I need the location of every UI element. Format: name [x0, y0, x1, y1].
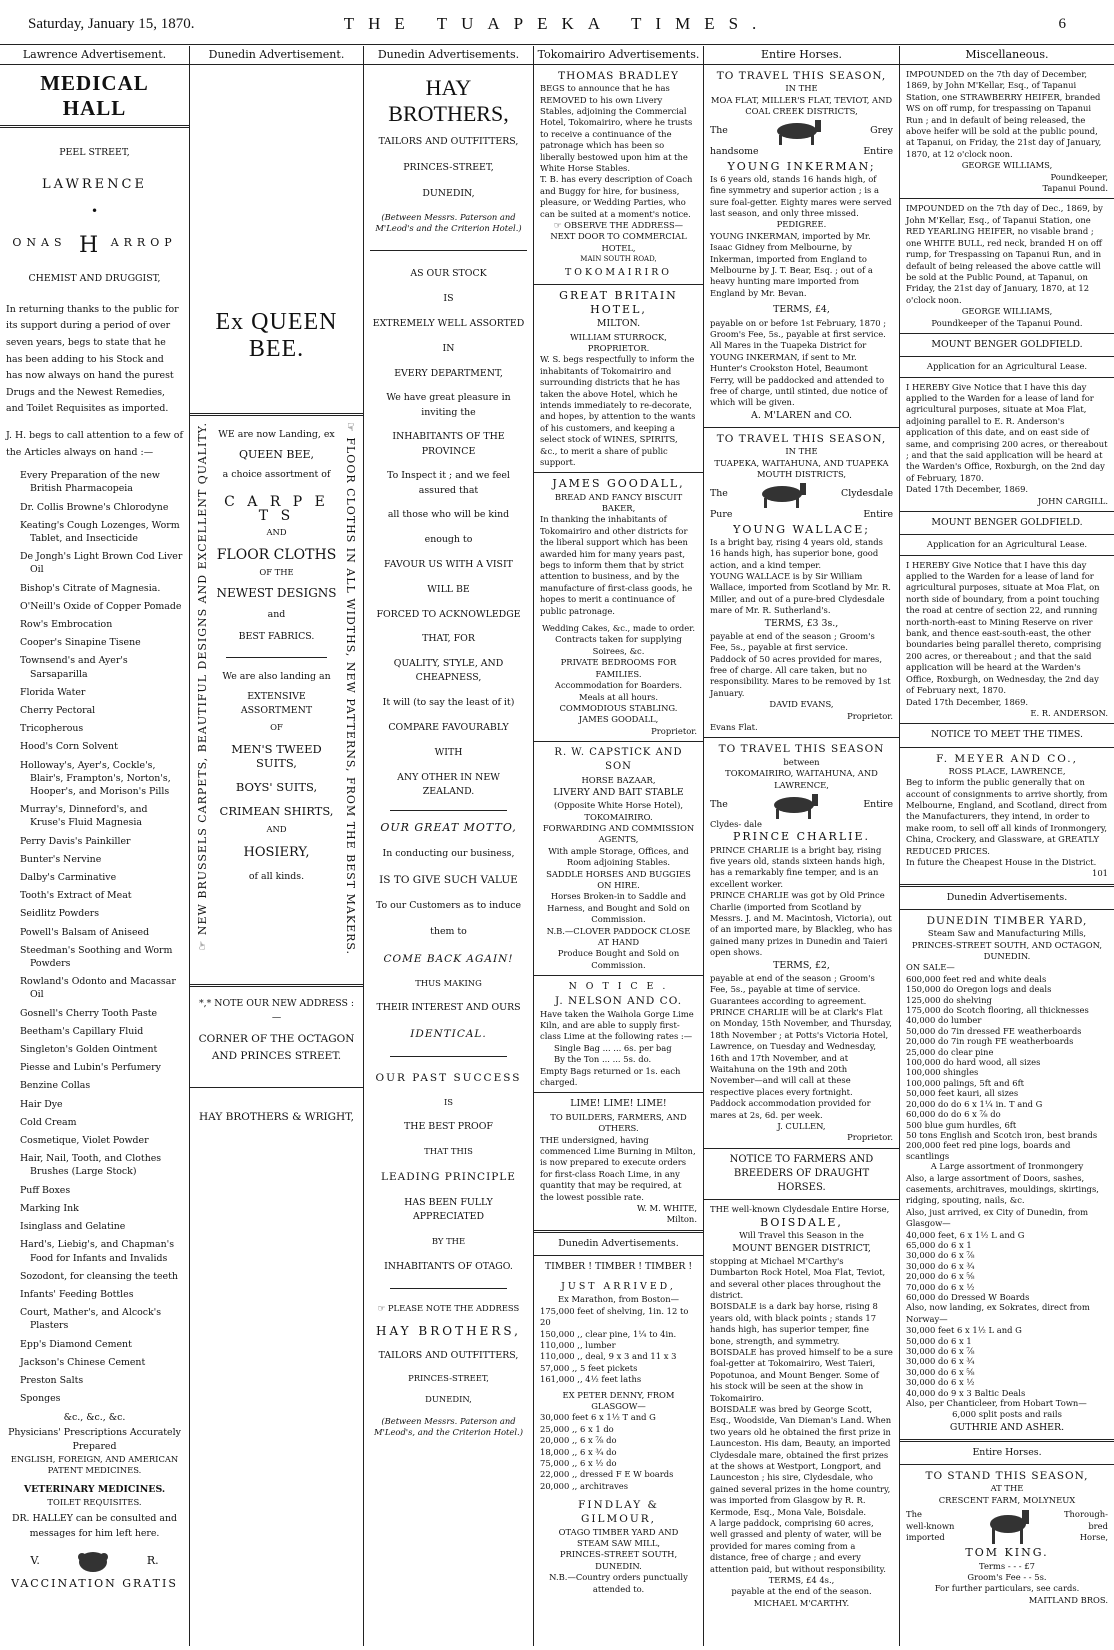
- column-header: Dunedin Advertisements.: [364, 46, 533, 65]
- list-item: 60,000 do do 6 x ⅞ do: [906, 1109, 1001, 1120]
- halley-note: DR. HALLEY can be consulted and messages for him left here.: [11, 1513, 178, 1539]
- list-item: 20,000 ,, 6 x ⅞ do: [540, 1435, 617, 1446]
- young-inkerman: YOUNG INKERMAN;: [727, 159, 876, 173]
- tom-king: TOM KING.: [965, 1546, 1049, 1560]
- toilet-requisites: TOILET REQUISITES.: [47, 1496, 142, 1507]
- street: PEEL STREET,: [59, 147, 130, 158]
- list-item: Bunter's Nervine: [20, 853, 102, 865]
- sale-list: [906, 974, 1108, 1161]
- list-item: 20,000 do 7in rough FE weatherboards: [906, 1036, 1074, 1047]
- list-item: 100,000 shingles: [906, 1067, 979, 1078]
- royal-crest: V. R.: [6, 1549, 183, 1573]
- list-item: Piesse and Lubin's Perfumery: [20, 1062, 161, 1074]
- list-item: To Inspect it ; and we feel assured that: [387, 470, 510, 496]
- floor-cloths: FLOOR CLOTHS: [216, 547, 337, 564]
- list-item: De Jongh's Light Brown Cod Liver Oil: [20, 551, 183, 576]
- list-item: 20,000 do do 6 x 1¼ in. T and G: [906, 1098, 1043, 1109]
- list-item: 70,000 do 6 x ½: [906, 1281, 975, 1292]
- bullet: •: [90, 204, 99, 219]
- horse-icon: [764, 791, 828, 819]
- list-item: 75,000 ,, 6 x ½ do: [540, 1458, 617, 1469]
- prince-charlie: PRINCE CHARLIE.: [732, 830, 870, 844]
- list-item: 22,000 ,, dressed F E W boards: [540, 1469, 674, 1480]
- dunedin-subheader: Dunedin Advertisements.: [558, 1237, 679, 1249]
- attention-text: J. H. begs to call attention to a few of the Articles always on hand :—: [6, 429, 183, 458]
- notice-farmers: NOTICE TO FARMERS AND BREEDERS OF DRAUGHT HORSES.: [729, 1153, 874, 1194]
- list-item: Singleton's Golden Ointment: [20, 1044, 158, 1056]
- extensive: EXTENSIVE ASSORTMENT: [240, 690, 313, 717]
- capstick-title: R. W. CAPSTICK AND SON: [554, 747, 683, 773]
- dunedin-subheader: Dunedin Advertisements.: [946, 891, 1068, 903]
- list-item: 57,000 ,, 5 feet pickets: [540, 1362, 638, 1373]
- findlay-title: FINDLAY & GILMOUR,: [578, 1499, 659, 1526]
- list-item: QUALITY, STYLE, AND CHEAPNESS,: [393, 658, 504, 684]
- column-header: Dunedin Advertisement.: [190, 46, 363, 65]
- list-item: Keating's Cough Lozenges, Worm Tablet, and Insecticide: [20, 519, 180, 544]
- list-item: 100,000 palings, 5ft and 6ft: [906, 1077, 1025, 1088]
- list-item: 30,000 do 6 x ⅞: [906, 1346, 975, 1357]
- list-item: 50,000 do 7in dressed FE weatherboards: [906, 1025, 1082, 1036]
- column-header: Miscellaneous.: [900, 46, 1114, 65]
- list-item: 50,000 do 6 x 1: [906, 1335, 972, 1346]
- list-item: 200,000 feet red pine logs, boards and scantlings: [906, 1140, 1071, 1161]
- list-item: Epp's Diamond Cement: [20, 1338, 132, 1350]
- new-address-note: *,* NOTE OUR NEW ADDRESS :—: [198, 998, 355, 1024]
- list-item: 175,000 feet of shelving, 1in. 12 to 20: [540, 1305, 689, 1328]
- list-item: IS: [443, 293, 454, 305]
- list-item: 18,000 ,, 6 x ¾ do: [540, 1446, 617, 1457]
- list-item: enough to: [424, 534, 473, 546]
- list-item: 30,000 do 6 x ¾: [906, 1260, 975, 1271]
- list-item: THAT, FOR: [422, 633, 475, 645]
- prescriptions: Physicians' Prescriptions Accurately Prepared: [8, 1426, 181, 1452]
- list-item: Jackson's Chinese Cement: [20, 1356, 146, 1368]
- list-item: Hard's, Liebig's, and Chapman's Food for Infants and Invalids: [20, 1239, 175, 1264]
- list-item: Cold Cream: [20, 1116, 77, 1128]
- list-item: Marking Ink: [20, 1202, 79, 1214]
- horse-icon: [767, 117, 831, 145]
- hay-lines: [370, 267, 527, 799]
- newspaper-title: THE TUAPEKA TIMES.: [343, 14, 771, 33]
- list-item: Cosmetique, Violet Powder: [20, 1135, 149, 1147]
- column-header: Lawrence Advertisement.: [0, 46, 189, 65]
- column-entire-horses: Entire Horses. TO TRAVEL THIS SEASON, IN THE MOA FLAT, MILLER'S FLAT, TEVIOT, AND COAL CREEK DISTRICTS, The Grey handsome Entire YOUNG INKERMAN; Is 6 years old, stands 16 hands high, of fine symmetry and superior action ; is a sure foal-getter. Eighty mares were served last season, and only three missed. PEDIGREE. YOUNG INKERMAN, imported by Mr. Isaac Gidney from Melbourne, by Inkerman, imported from England to Melbourne by J. T. Bear, Esq. ; out of a heavy hunting mare imported from England by Mr. Bevan. TERMS, £4, payable on or before 1st February, 1870 ; Groom's Fee, 5s., payable at first service. All Mares in the Tuapeka District for YOUNG INKERMAN, if sent to Mr. Hunter's Crookston Hotel, Beaumont Ferry, will be paddocked and attended to free of charge, until stinted, due notice of which will be given. A. M'LAREN and CO. TO TRAVEL THIS SEASON, IN THE TUAPEKA, WAITAHUNA, AND TUAPEKA MOUTH DISTRICTS, The Clydesdale Pure Entire YOUNG WALLACE; Is a bright bay, rising 4 years old, stands 16 hands high, has superior bone, good action, and a kind temper. YOUNG WALLACE is by Sir William Wallace, imported from Scotland by Mr. R. Miller, and out of a pure-bred Clydesdale mare of Mr. R. Sutherland's. TERMS, £3 3s., payable at end of the season ; Groom's Fee, 5s., payable at first service. Paddock of 50 acres provided for mares, free of charge. All care taken, but no responsibility. Mares to be removed by 1st January. DAVID EVANS, Proprietor. Evans Flat. TO TRAVEL THIS SEASON between TOKOMAIRIRO, WAITAHUNA, AND LAWRENCE, The Entire Clydes- dale PRINCE CHARLIE. PRINCE CHARLIE is a bright bay, rising five years old, stands sixteen hands high, has a remarkably fine temper, and is an excellent worker. PRINCE CHARLIE was got by Old Prince Charlie (imported from Scotland by Messrs. J. and M. Macintosh, Victoria), out of an imported mare, by Blackleg, who has gained many prizes in Dunedin and Taieri open shows. TERMS, £2, payable at end of the season ; Groom's Fee, 5s., payable at time of service. Guarantees according to agreement. PRINCE CHARLIE will be at Clark's Flat on Monday, 15th November, and Thursday, 18th November ; at Potts's Victoria Hotel, Lawrence, on Tuesday and Wednesday, 16th and 17th November, and at Waitahuna on the 19th and 20th November—and will call at these respective places every fortnight. Paddock accommodation provided for mares at 2s, 6d. per week. J. CULLEN, Proprietor. NOTICE TO FARMERS AND BREEDERS OF DRAUGHT HORSES. THE well-known Clydesdale Entire Horse, BOISDALE, Will Travel this Season in the MOUNT BENGER DISTRICT, stopping at Michael M'Carthy's Dumbarton Rock Hotel, Moa Flat, Teviot, and several other places throughout the district. BOISDALE is a dark bay horse, rising 8 years old, with black points ; stands 17 hands high, has superior temper, fine bone, strength, and symmetry. BOISDALE has proved himself to be a sure foal-getter at Tokomairiro, West Taieri, Popotunoa, and Mount Benger. Some of his stock will be seen at the show in Tokomairiro. BOISDALE was bred by George Scott, Esq., Woodside, Van Dieman's Land. When two years old he obtained the first prize in Launceston. His dam, Beauty, an imported Clydesdale mare, obtained the first prizes at the shows at Westport, Longport, and Launceston ; his sire, Clydesdale, who gained several prizes in the home country, was imported from Glasgow by R. R. Kermode, Esq., Mona Vale, Boisdale. A large paddock, comprising 60 acres, well grassed and plenty of water, will be provided for mares coming from a distance, free of charge ; and every attention paid, but without responsibility. TERMS, £4 4s., payable at the end of the season. MICHAEL M'CARTHY.: [704, 46, 900, 1646]
- list-item: Hair, Nail, Tooth, and Clothes Brushes (Large Stock): [20, 1153, 162, 1178]
- list-item: Row's Embrocation: [20, 618, 113, 630]
- list-item: Puff Boxes: [20, 1184, 71, 1196]
- list-item: Steedman's Soothing and Worm Powders: [20, 944, 173, 970]
- goodall-title: JAMES GOODALL,: [552, 477, 685, 491]
- page-number: 6: [1058, 16, 1066, 32]
- carpet-box: ☞ NEW BRUSSELS CARPETS, BEAUTIFUL DESIGNS AND EXCELLENT QUALITY. ☞ FLOOR CLOTHS IN ALL WIDTHS, NEW PATTERNS, FROM THE BEST MAKERS. WE are now Landing, ex QUEEN BEE, a choice assortment of C A R P E T S AND FLOOR CLOTHS OF THE NEWEST DESIGNS and BEST FABRICS. We are also landing an EXTENSIVE ASSORTMENT OF MEN'S TWEED SUITS, BOYS' SUITS, CRIMEAN SHIRTS, AND HOSIERY, of all kinds.: [196, 422, 357, 956]
- column-header: Entire Horses.: [704, 46, 899, 65]
- intro-text: In returning thanks to the public for its support during a period of over seven years, begs to state that he has been adding to his Stock and has now always on hand the purest Drugs and the Newest Remedies, and Toilet Requisites as imported.: [6, 303, 179, 415]
- boys-suits: BOYS' SUITS,: [235, 780, 318, 795]
- list-item: Beetham's Capillary Fluid: [20, 1025, 144, 1037]
- timber-heading: TIMBER ! TIMBER ! TIMBER !: [544, 1260, 693, 1272]
- list-item: Dr. Collis Browne's Chlorodyne: [20, 501, 169, 513]
- list-item: AS OUR STOCK: [410, 268, 487, 280]
- list-item: COMPARE FAVOURABLY: [388, 721, 509, 733]
- list-item: We have great pleasure in inviting the: [386, 392, 511, 418]
- list-item: Sozodont, for cleansing the teeth: [20, 1270, 178, 1282]
- list-item: Gosnell's Cherry Tooth Paste: [20, 1007, 158, 1019]
- list-item: 50 tons English and Scotch iron, best brands: [906, 1129, 1098, 1140]
- list-item: It will (to say the least of it): [382, 697, 515, 709]
- vaccination: VACCINATION GRATIS: [11, 1576, 178, 1590]
- list-item: 125,000 do shelving: [906, 994, 992, 1005]
- list-item: Holloway's, Ayer's, Cockle's, Blair's, Frampton's, Norton's, Hooper's, and Morison's Pills: [20, 759, 171, 798]
- column-dunedin-carpets: [190, 46, 364, 1646]
- list-item: 40,000 feet, 6 x 1½ L and G: [906, 1229, 1025, 1240]
- medical-hall-title: MEDICAL HALL: [40, 71, 149, 120]
- etc-line: &c., &c., &c.: [63, 1412, 126, 1424]
- profession: CHEMIST AND DRUGGIST,: [28, 272, 161, 284]
- column-lawrence: [0, 46, 190, 1646]
- queen-bee-heading: Ex QUEEN BEE.: [215, 309, 338, 362]
- great-britain-hotel: GREAT BRITAIN HOTEL,: [559, 288, 678, 317]
- list-item: Hair Dye: [20, 1098, 63, 1110]
- young-wallace: YOUNG WALLACE;: [733, 522, 870, 536]
- list-item: Cooper's Sinapine Tisene: [20, 637, 141, 649]
- glasgow-list: [906, 1230, 1108, 1303]
- carpets-vertical-banner: ☞ NEW BRUSSELS CARPETS, BEAUTIFUL DESIGNS AND EXCELLENT QUALITY.: [196, 422, 209, 951]
- list-item: WILL BE: [427, 583, 470, 595]
- list-item: IN: [442, 342, 455, 354]
- denny-list: [540, 1412, 697, 1492]
- list-item: Tricopherous: [20, 723, 84, 735]
- list-item: 60,000 do Dressed W Boards: [906, 1292, 1030, 1302]
- column-tokomairiro: Tokomairiro Advertisements. THOMAS BRADLEY BEGS to announce that he has REMOVED to his own Livery Stables, adjoining the Commercial Hotel, Tokomairiro, where he trusts to receive a continuance of the patronage which has been so liberally bestowed upon him at the White Horse Stables. T. B. has every description of Coach and Buggy for hire, for business, pleasure, or Wedding Parties, who can be suited at a moment's notice. ☞ OBSERVE THE ADDRESS— NEXT DOOR TO COMMERCIAL HOTEL, MAIN SOUTH ROAD, TOKOMAIRIRO GREAT BRITAIN HOTEL, MILTON. WILLIAM STURROCK, PROPRIETOR. W. S. begs respectfully to inform the inhabitants of Tokomairiro and surrounding districts that he has taken the above Hotel, which he intends immediately to re-decorate, and hopes, by attention to the wants of his customers, and keeping a select stock of WINES, SPIRITS, &c., to merit a share of public support. JAMES GOODALL, BREAD AND FANCY BISCUIT BAKER, In thanking the inhabitants of Tokomairiro and other districts for the liberal support which has been awarded him for many years past, begs to inform them that by strict attention to business, and by the manufacture of first-class goods, he hopes to merit a continuance of public patronage. Wedding Cakes, &c., made to order. Contracts taken for supplying Soirees, &c. PRIVATE BEDROOMS FOR FAMILIES. Accommodation for Boarders. Meals at all hours. COMMODIOUS STABLING. JAMES GOODALL, Proprietor. R. W. CAPSTICK AND SON HORSE BAZAAR, LIVERY AND BAIT STABLE (Opposite White Horse Hotel), TOKOMAIRIRO. FORWARDING AND COMMISSION AGENTS, With ample Storage, Offices, and Room adjoining Stables. SADDLE HORSES AND BUGGIES ON HIRE. Horses Broken-in to Saddle and Harness, and Bought and Sold on Commission. N.B.—CLOVER PADDOCK CLOSE AT HAND Produce Bought and Sold on Commission. N O T I C E . J. NELSON AND CO. Have taken the Waihola Gorge Lime Kiln, and are able to supply first-class Lime at the following rates :— Single Bag ... ... 6s. per bag By the Ton ... ... 5s. do. Empty Bags returned or 1s. each charged. LIME! LIME! LIME! TO BUILDERS, FARMERS, AND OTHERS. THE undersigned, having commenced Lime Burning in Milton, is now prepared to execute orders for first-class Roach Lime, in any quantity that may be required, at the lowest possible rate. W. M. WHITE, Milton. Dunedin Advertisements. TIMBER ! TIMBER ! TIMBER ! JUST ARRIVED, Ex Marathon, from Boston— 175,000 feet of shelving, 1in. 12 to 20 150,000 ,, clear pine, 1¼ to 4in. 110,000 ,, lumber 110,000 ,, deal, 9 x 3 and 11 x 3 57,000 ,, 5 feet pickets 161,000 ,, 4½ feet laths EX PETER DENNY, FROM GLASGOW— 30,000 feet 6 x 1½ T and G 25,000 ,, 6 x 1 do 20,000 ,, 6 x ⅞ do 18,000 ,, 6 x ¾ do 75,000 ,, 6 x ½ do 22,000 ,, dressed F E W boards 20,000 ,, architraves FINDLAY & GILMOUR, OTAGO TIMBER YARD AND STEAM SAW MILL, PRINCES-STREET SOUTH, DUNEDIN. N.B.—Country orders punctually attended to.: [534, 46, 704, 1646]
- list-item: FAVOUR US WITH A VISIT: [384, 559, 513, 570]
- list-item: 25,000 ,, 6 x 1 do: [540, 1423, 614, 1434]
- list-item: all those who will be kind: [387, 509, 510, 521]
- hay-brothers-title-2: HAY BROTHERS,: [376, 1324, 521, 1339]
- list-item: 30,000 feet 6 x 1½ T and G: [540, 1412, 656, 1423]
- great-motto: OUR GREAT MOTTO,: [380, 820, 517, 834]
- list-item: Florida Water: [20, 686, 86, 698]
- between-note: (Between Messrs. Paterson and M'Leod's and the Criterion Hotel.): [375, 211, 522, 234]
- list-item: 40,000 do lumber: [906, 1015, 982, 1026]
- choice-line: a choice assortment of: [222, 469, 331, 481]
- nelson-title: J. NELSON AND CO.: [554, 995, 683, 1008]
- list-item: 30,000 do 6 x ⅞: [906, 1250, 975, 1261]
- list-item: Murray's, Dinneford's, and Kruse's Fluid Magnesia: [20, 804, 148, 829]
- floorcloths-vertical-banner: ☞ FLOOR CLOTHS IN ALL WIDTHS, NEW PATTERNS, FROM THE BEST MAKERS.: [344, 422, 357, 956]
- list-item: Perry Davis's Painkiller: [20, 835, 131, 847]
- list-item: Hood's Corn Solvent: [20, 741, 118, 753]
- column-miscellaneous: Miscellaneous. IMPOUNDED on the 7th day of December, 1869, by John M'Kellar, Esq., of Tapanui Station, one STRAWBERRY HEIFER, branded WS on off rump, for trespassing on Tapanui Run ; and in default of being released, the above heifer will be sold at the public pound, at Tapanui, on Friday, the 21st day of January, 1870, at 12 o'clock noon. GEORGE WILLIAMS, Poundkeeper, Tapanui Pound. IMPOUNDED on the 7th day of Dec., 1869, by John M'Kellar, Esq., of Tapanui Station, one RED YEARLING HEIFER, no visable brand ; one WHITE BULL, red neck, branded H on off rump, for Trespassing on Tapanui Run, and in default of being released the above cattle will be sold at the Public Pound, at Tapanui, on Friday, the 21st day of January, 1870, at 12 o'clock noon. GEORGE WILLIAMS, Poundkeeper of the Tapanui Pound. MOUNT BENGER GOLDFIELD. Application for an Agricultural Lease. I HEREBY Give Notice that I have this day applied to the Warden for a lease of land for agricultural purposes, situate at Moa Flat, adjoining parallel to E. R. Anderson's application of this date, and on east side of same, and comprising 200 acres, or thereabout ; and that the said application will be heard at the Warden's Office, Roxburgh, on the 2nd day of February, 1870. Dated 17th December, 1869. JOHN CARGILL. MOUNT BENGER GOLDFIELD. Application for an Agricultural Lease. I HEREBY Give Notice that I have this day applied to the Warden for a lease of land for agricultural purposes, situate at Moa Flat, on north side of boundary, from a point touching the road at centre of section 22, and running north-north-east to Mining Reserve on river bank, and thence east-south-east, the other boundaries being parallel thereto, comprising 200 acres, or thereabout ; and that the said application will be heard at the Warden's Office, Roxburgh, on Wednesday, the 2nd day of February next, 1870. Dated 17th December, 1869. E. R. ANDERSON. NOTICE TO MEET THE TIMES. F. MEYER AND CO., ROSS PLACE, LAWRENCE, Beg to inform the public generally that on account of consignments to arrive shortly, from Melbourne, England, and Scotland, direct from the Manufacturers, they intend, in order to make room, to sell off all kinds of Ironmongery, China, Crockery, and Glassware, at GREATLY REDUCED PRICES. In future the Cheapest House in the District. 101 Dunedin Advertisements. DUNEDIN TIMBER YARD, Steam Saw and Manufacturing Mills, PRINCES-STREET SOUTH, AND OCTAGON, DUNEDIN. ON SALE— 600,000 feet red and white deals 150,000 do Oregon logs and deals 125,000 do shelving 175,000 do Scotch flooring, all thicknesses 40,000 do lumber 50,000 do 7in dressed FE weatherboards 20,000 do 7in rough FE weatherboards 25,000 do clear pine 100,000 do hard wood, all sizes 100,000 shingles 100,000 palings, 5ft and 6ft 50,000 feet kauri, all sizes 20,000 do do 6 x 1¼ in. T and G 60,000 do do 6 x ⅞ do 500 blue gum hurdles, 6ft 50 tons English and Scotch iron, best brands 200,000 feet red pine logs, boards and scantlings A Large assortment of Ironmongery Also, a large assortment of Doors, sashes, casements, architraves, mouldings, skirtings, ridging, spouting, nails, &c. Also, just arrived, ex City of Dunedin, from Glasgow— 40,000 feet, 6 x 1½ L and G 65,000 do 6 x 1 30,000 do 6 x ⅞ 30,000 do 6 x ¾ 20,000 do 6 x ⅝ 70,000 do 6 x ½ 60,000 do Dressed W Boards Also, now landing, ex Sokrates, direct from Norway— 30,000 feet 6 x 1½ L and G 50,000 do 6 x 1 30,000 do 6 x ⅞ 30,000 do 6 x ¾ 30,000 do 6 x ⅝ 30,000 do 6 x ½ 40,000 do 9 x 3 Baltic Deals Also, per Chanticleer, from Hobart Town— 6,000 split posts and rails GUTHRIE AND ASHER. Entire Horses. TO STAND THIS SEASON, AT THE CRESCENT FARM, MOLYNEUX The well-known imported Thorough- bred Horse, TOM KING. Terms - - - £7 Groom's Fee - - 5s. For further particulars, see cards. MAITLAND BROS.: [900, 46, 1114, 1646]
- column-header: Tokomairiro Advertisements.: [534, 46, 703, 65]
- boisdale: BOISDALE,: [760, 1215, 843, 1229]
- meyer-title: F. MEYER AND CO.,: [936, 752, 1078, 765]
- list-item: 161,000 ,, 4½ feet laths: [540, 1374, 642, 1385]
- royal-arms-icon: [73, 1549, 113, 1573]
- horse-illustration-row: The Grey: [710, 117, 893, 145]
- mens-suits: MEN'S TWEED SUITS,: [231, 741, 322, 770]
- veterinary: VETERINARY MEDICINES.: [23, 1483, 166, 1495]
- list-item: 150,000 ,, clear pine, 1¼ to 4in.: [540, 1328, 677, 1339]
- corner-address: CORNER OF THE OCTAGON AND PRINCES STREET.: [198, 1033, 355, 1063]
- masthead: [0, 0, 1114, 45]
- norway-list: [906, 1325, 1108, 1398]
- firm-name: HAY BROTHERS & WRIGHT,: [199, 1111, 354, 1124]
- list-item: Tooth's Extract of Meat: [20, 890, 132, 902]
- list-item: FORCED TO ACKNOWLEDGE: [376, 608, 521, 620]
- list-item: Cherry Pectoral: [20, 705, 96, 716]
- list-item: 20,000 do 6 x ⅝: [906, 1271, 975, 1282]
- carpets: C A R P E T S: [224, 493, 329, 524]
- patent-medicines: ENGLISH, FOREIGN, AND AMERICAN PATENT MEDICINES.: [10, 1453, 179, 1476]
- horse-icon: [980, 1506, 1038, 1546]
- best-fabrics: BEST FABRICS.: [238, 631, 315, 643]
- list-item: Townsend's and Ayer's Sarsaparilla: [20, 655, 128, 680]
- dunedin-timber-yard: DUNEDIN TIMBER YARD,: [926, 914, 1088, 927]
- list-item: 150,000 do Oregon logs and deals: [906, 984, 1052, 995]
- list-item: 600,000 feet red and white deals: [906, 973, 1047, 984]
- list-item: Bishop's Citrate of Magnesia.: [20, 582, 161, 594]
- list-item: Powell's Balsam of Aniseed: [20, 926, 150, 938]
- list-item: 500 blue gum hurdles, 6ft: [906, 1119, 1017, 1130]
- list-item: 40,000 do 9 x 3 Baltic Deals: [906, 1387, 1026, 1398]
- chemist-name: ONAS H ARROP: [12, 232, 177, 258]
- list-item: INHABITANTS OF THE PROVINCE: [392, 431, 505, 457]
- list-item: 25,000 do clear pine: [906, 1046, 994, 1057]
- list-item: 110,000 ,, lumber: [540, 1339, 616, 1350]
- list-item: Dalby's Carminative: [20, 872, 117, 884]
- landing-line: WE are now Landing, ex: [218, 429, 335, 440]
- list-item: 175,000 do Scotch flooring, all thicknesses: [906, 1005, 1089, 1016]
- horse-icon: [752, 480, 816, 508]
- list-item: Preston Salts: [20, 1374, 84, 1386]
- list-item: 30,000 do 6 x ¾: [906, 1356, 975, 1367]
- list-item: 110,000 ,, deal, 9 x 3 and 11 x 3: [540, 1351, 677, 1362]
- list-item: 30,000 do 6 x ½: [906, 1377, 975, 1388]
- list-item: 20,000 ,, architraves: [540, 1480, 629, 1491]
- drug-list: [6, 469, 183, 1405]
- list-item: EXTREMELY WELL ASSORTED: [372, 318, 525, 330]
- timber-list: [540, 1306, 697, 1386]
- list-item: WITH: [434, 746, 463, 758]
- list-item: ANY OTHER IN NEW ZEALAND.: [397, 771, 500, 797]
- column-hay-brothers: Dunedin Advertisements. HAY BROTHERS, TAILORS AND OUTFITTERS, PRINCES-STREET, DUNEDIN, (Between Messrs. Paterson and M'Leod's and the Criterion Hotel.) AS OUR STOCK IS EXTREMELY WELL ASSORTED IN EVERY DEPARTMENT, We have great pleasure in inviting the INHABITANTS OF THE PROVINCE To Inspect it ; and we feel assured that all those who will be kind enough to FAVOUR US WITH A VISIT WILL BE FORCED TO ACKNOWLEDGE THAT, FOR QUALITY, STYLE, AND CHEAPNESS, It will (to say the least of it) COMPARE FAVOURABLY WITH ANY OTHER IN NEW ZEALAND. OUR GREAT MOTTO, In conducting our business, IS TO GIVE SUCH VALUE To our Customers as to induce them to COME BACK AGAIN! THUS MAKING THEIR INTEREST AND OURS IDENTICAL. OUR PAST SUCCESS IS THE BEST PROOF THAT THIS LEADING PRINCIPLE HAS BEEN FULLY APPRECIATED BY THE INHABITANTS OF OTAGO. ☞ PLEASE NOTE THE ADDRESS HAY BROTHERS, TAILORS AND OUTFITTERS, PRINCES-STREET, DUNEDIN, (Between Messrs. Paterson and M'Leod's, and the Criterion Hotel.): [364, 46, 534, 1646]
- list-item: O'Neill's Oxide of Copper Pomade: [20, 600, 182, 612]
- newest-designs: NEWEST DESIGNS: [216, 586, 337, 601]
- town: LAWRENCE: [42, 177, 147, 193]
- list-item: 100,000 do hard wood, all sizes: [906, 1057, 1041, 1068]
- list-item: Infants' Feeding Bottles: [20, 1288, 134, 1300]
- list-item: Rowland's Odonto and Macassar Oil: [20, 976, 176, 1001]
- list-item: Sponges: [20, 1393, 61, 1405]
- hay-brothers-title: HAY BROTHERS,: [388, 75, 509, 126]
- notice-meet-times: NOTICE TO MEET THE TIMES.: [931, 729, 1083, 741]
- list-item: 65,000 do 6 x 1: [906, 1239, 972, 1250]
- list-item: 50,000 feet kauri, all sizes: [906, 1088, 1019, 1099]
- list-item: Isinglass and Gelatine: [20, 1221, 126, 1233]
- hosiery: HOSIERY,: [243, 844, 310, 860]
- list-item: EVERY DEPARTMENT,: [394, 367, 503, 379]
- list-item: 30,000 do 6 x ⅝: [906, 1366, 975, 1377]
- list-item: Seidlitz Powders: [20, 908, 100, 920]
- queen-bee-name: QUEEN BEE,: [238, 448, 315, 462]
- issue-date: Saturday, January 15, 1870.: [28, 16, 195, 32]
- list-item: Every Preparation of the new British Pharmacopeia: [20, 470, 160, 495]
- crimean-shirts: CRIMEAN SHIRTS,: [219, 804, 334, 819]
- list-item: Court, Mather's, and Alcock's Plasters: [20, 1307, 162, 1332]
- list-item: Benzine Collas: [20, 1080, 91, 1092]
- list-item: 30,000 feet 6 x 1½ L and G: [906, 1325, 1022, 1336]
- entire-horses-subheader: Entire Horses.: [972, 1447, 1042, 1459]
